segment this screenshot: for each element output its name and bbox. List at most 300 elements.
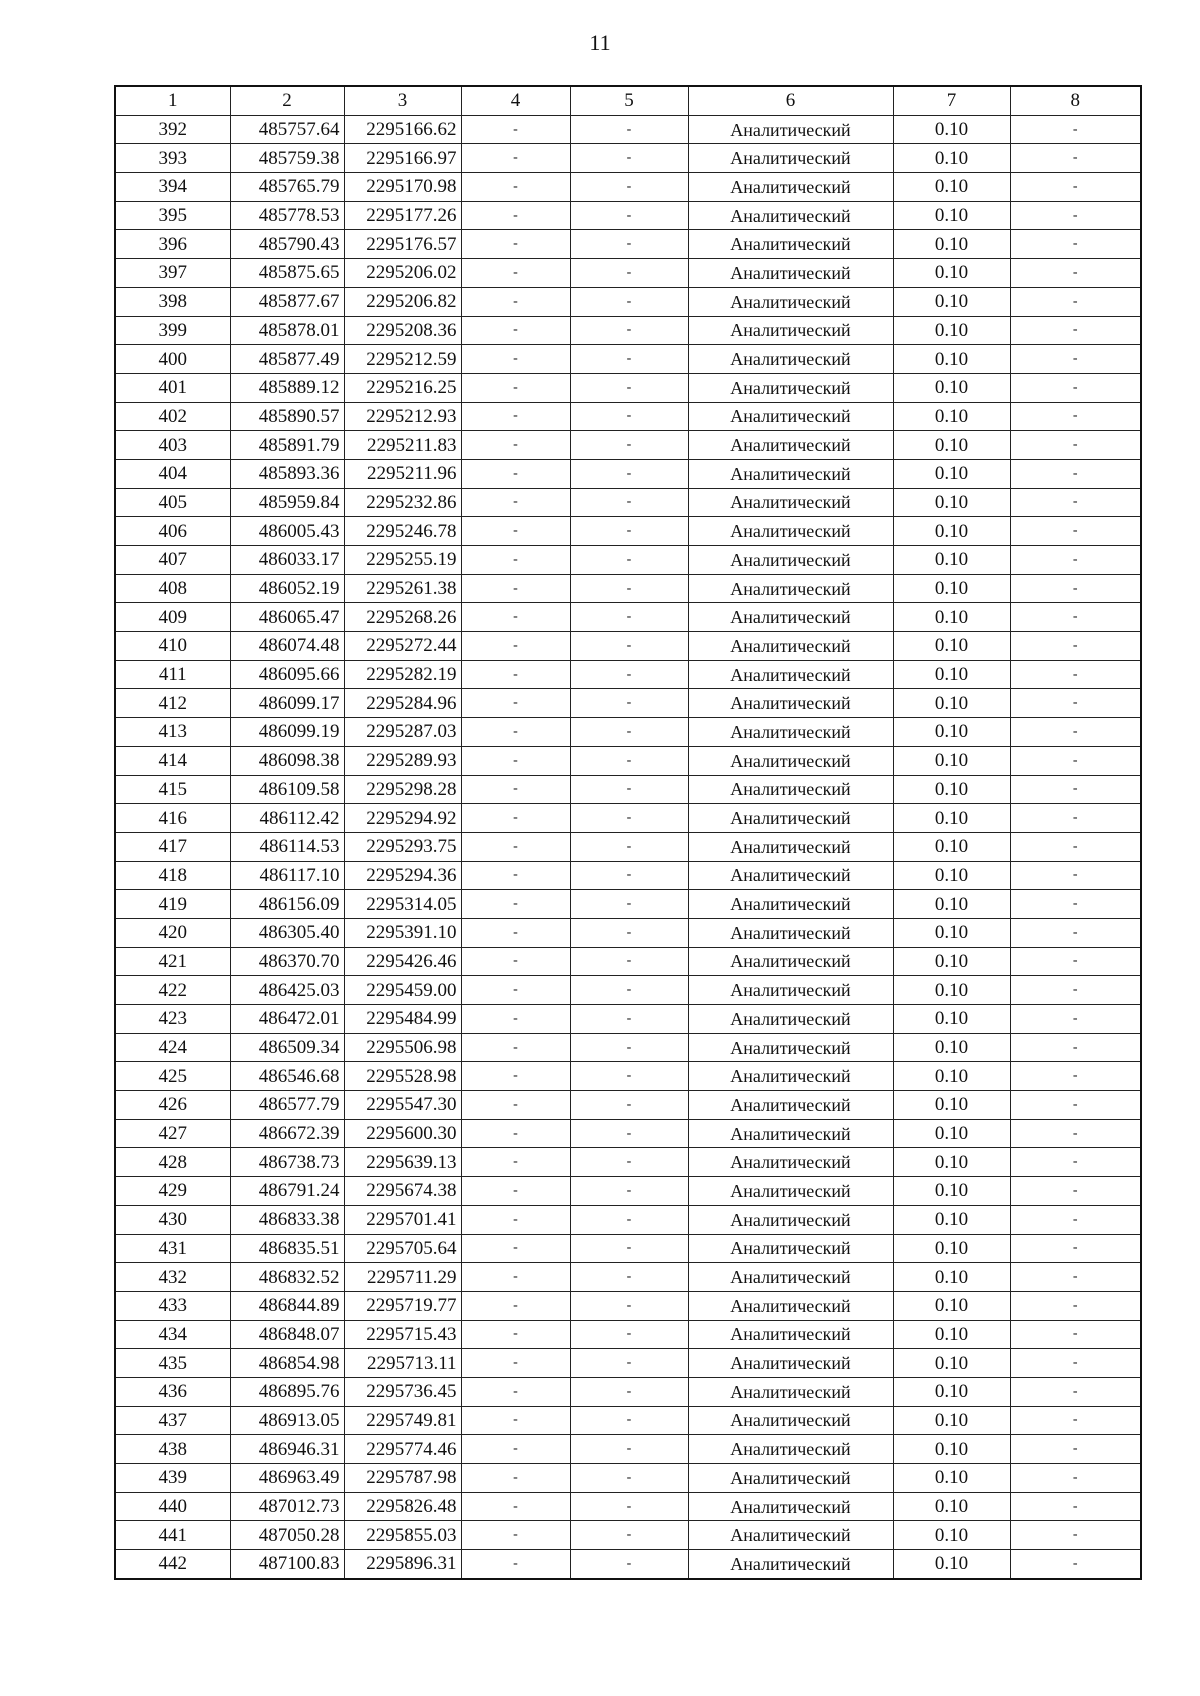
method-cell: Аналитический xyxy=(688,459,893,488)
table-row xyxy=(115,718,1141,747)
y-coordinate-cell: 2295705.64 xyxy=(344,1234,461,1263)
x-coordinate-cell: 486095.66 xyxy=(230,660,344,689)
method-cell: Аналитический xyxy=(688,1521,893,1550)
column-4-cell: - xyxy=(461,1521,570,1550)
point-number-cell: 400 xyxy=(115,345,230,374)
column-5-cell: - xyxy=(570,316,688,345)
column-header-4: 4 xyxy=(461,86,570,115)
column-header-7: 7 xyxy=(893,86,1010,115)
accuracy-cell: 0.10 xyxy=(893,1177,1010,1206)
column-5-cell: - xyxy=(570,1291,688,1320)
accuracy-cell: 0.10 xyxy=(893,115,1010,144)
y-coordinate-cell: 2295211.83 xyxy=(344,431,461,460)
x-coordinate-cell: 486114.53 xyxy=(230,832,344,861)
column-4-cell: - xyxy=(461,1435,570,1464)
column-5-cell: - xyxy=(570,718,688,747)
column-5-cell: - xyxy=(570,1091,688,1120)
table-row xyxy=(115,1062,1141,1091)
column-4-cell: - xyxy=(461,947,570,976)
x-coordinate-cell: 486672.39 xyxy=(230,1119,344,1148)
method-cell: Аналитический xyxy=(688,890,893,919)
column-4-cell: - xyxy=(461,144,570,173)
column-4-cell: - xyxy=(461,1377,570,1406)
method-cell: Аналитический xyxy=(688,488,893,517)
point-number-cell: 408 xyxy=(115,574,230,603)
table-row xyxy=(115,115,1141,144)
column-4-cell: - xyxy=(461,1349,570,1378)
method-cell: Аналитический xyxy=(688,918,893,947)
table-row xyxy=(115,316,1141,345)
column-4-cell: - xyxy=(461,173,570,202)
y-coordinate-cell: 2295826.48 xyxy=(344,1492,461,1521)
accuracy-cell: 0.10 xyxy=(893,345,1010,374)
x-coordinate-cell: 485878.01 xyxy=(230,316,344,345)
column-8-cell: - xyxy=(1010,517,1141,546)
method-cell: Аналитический xyxy=(688,1005,893,1034)
point-number-cell: 398 xyxy=(115,287,230,316)
accuracy-cell: 0.10 xyxy=(893,1091,1010,1120)
column-5-cell: - xyxy=(570,1492,688,1521)
table-row xyxy=(115,1005,1141,1034)
column-4-cell: - xyxy=(461,517,570,546)
column-8-cell: - xyxy=(1010,1464,1141,1493)
point-number-cell: 430 xyxy=(115,1205,230,1234)
x-coordinate-cell: 487012.73 xyxy=(230,1492,344,1521)
y-coordinate-cell: 2295314.05 xyxy=(344,890,461,919)
method-cell: Аналитический xyxy=(688,173,893,202)
point-number-cell: 415 xyxy=(115,775,230,804)
point-number-cell: 407 xyxy=(115,546,230,575)
column-5-cell: - xyxy=(570,746,688,775)
accuracy-cell: 0.10 xyxy=(893,1435,1010,1464)
accuracy-cell: 0.10 xyxy=(893,689,1010,718)
y-coordinate-cell: 2295600.30 xyxy=(344,1119,461,1148)
y-coordinate-cell: 2295749.81 xyxy=(344,1406,461,1435)
column-8-cell: - xyxy=(1010,259,1141,288)
x-coordinate-cell: 486425.03 xyxy=(230,976,344,1005)
column-5-cell: - xyxy=(570,488,688,517)
table-row xyxy=(115,574,1141,603)
point-number-cell: 425 xyxy=(115,1062,230,1091)
column-8-cell: - xyxy=(1010,1377,1141,1406)
method-cell: Аналитический xyxy=(688,861,893,890)
table-row xyxy=(115,230,1141,259)
column-8-cell: - xyxy=(1010,890,1141,919)
column-5-cell: - xyxy=(570,144,688,173)
method-cell: Аналитический xyxy=(688,804,893,833)
column-4-cell: - xyxy=(461,660,570,689)
x-coordinate-cell: 486305.40 xyxy=(230,918,344,947)
table-row xyxy=(115,1492,1141,1521)
point-number-cell: 397 xyxy=(115,259,230,288)
table-row xyxy=(115,746,1141,775)
column-4-cell: - xyxy=(461,1033,570,1062)
point-number-cell: 416 xyxy=(115,804,230,833)
x-coordinate-cell: 486835.51 xyxy=(230,1234,344,1263)
column-8-cell: - xyxy=(1010,1177,1141,1206)
column-5-cell: - xyxy=(570,689,688,718)
y-coordinate-cell: 2295255.19 xyxy=(344,546,461,575)
point-number-cell: 394 xyxy=(115,173,230,202)
x-coordinate-cell: 486844.89 xyxy=(230,1291,344,1320)
x-coordinate-cell: 485877.49 xyxy=(230,345,344,374)
point-number-cell: 420 xyxy=(115,918,230,947)
accuracy-cell: 0.10 xyxy=(893,402,1010,431)
column-5-cell: - xyxy=(570,1234,688,1263)
column-4-cell: - xyxy=(461,1492,570,1521)
accuracy-cell: 0.10 xyxy=(893,373,1010,402)
table-row xyxy=(115,1550,1141,1579)
y-coordinate-cell: 2295701.41 xyxy=(344,1205,461,1234)
method-cell: Аналитический xyxy=(688,1377,893,1406)
column-4-cell: - xyxy=(461,373,570,402)
accuracy-cell: 0.10 xyxy=(893,431,1010,460)
table-row xyxy=(115,173,1141,202)
table-row xyxy=(115,1377,1141,1406)
column-8-cell: - xyxy=(1010,1291,1141,1320)
accuracy-cell: 0.10 xyxy=(893,1406,1010,1435)
x-coordinate-cell: 486963.49 xyxy=(230,1464,344,1493)
accuracy-cell: 0.10 xyxy=(893,459,1010,488)
column-5-cell: - xyxy=(570,947,688,976)
column-5-cell: - xyxy=(570,345,688,374)
table-row xyxy=(115,947,1141,976)
accuracy-cell: 0.10 xyxy=(893,488,1010,517)
method-cell: Аналитический xyxy=(688,1119,893,1148)
y-coordinate-cell: 2295294.92 xyxy=(344,804,461,833)
point-number-cell: 439 xyxy=(115,1464,230,1493)
column-5-cell: - xyxy=(570,1377,688,1406)
column-4-cell: - xyxy=(461,804,570,833)
column-8-cell: - xyxy=(1010,402,1141,431)
x-coordinate-cell: 486895.76 xyxy=(230,1377,344,1406)
y-coordinate-cell: 2295484.99 xyxy=(344,1005,461,1034)
column-5-cell: - xyxy=(570,230,688,259)
x-coordinate-cell: 486033.17 xyxy=(230,546,344,575)
table-row xyxy=(115,976,1141,1005)
y-coordinate-cell: 2295896.31 xyxy=(344,1550,461,1579)
method-cell: Аналитический xyxy=(688,1263,893,1292)
accuracy-cell: 0.10 xyxy=(893,1550,1010,1579)
y-coordinate-cell: 2295736.45 xyxy=(344,1377,461,1406)
point-number-cell: 421 xyxy=(115,947,230,976)
point-number-cell: 442 xyxy=(115,1550,230,1579)
method-cell: Аналитический xyxy=(688,1435,893,1464)
column-4-cell: - xyxy=(461,1062,570,1091)
column-8-cell: - xyxy=(1010,1033,1141,1062)
x-coordinate-cell: 485765.79 xyxy=(230,173,344,202)
column-8-cell: - xyxy=(1010,1263,1141,1292)
accuracy-cell: 0.10 xyxy=(893,316,1010,345)
column-4-cell: - xyxy=(461,402,570,431)
y-coordinate-cell: 2295391.10 xyxy=(344,918,461,947)
table-row xyxy=(115,345,1141,374)
column-5-cell: - xyxy=(570,173,688,202)
x-coordinate-cell: 486156.09 xyxy=(230,890,344,919)
x-coordinate-cell: 486577.79 xyxy=(230,1091,344,1120)
accuracy-cell: 0.10 xyxy=(893,517,1010,546)
column-8-cell: - xyxy=(1010,1320,1141,1349)
column-5-cell: - xyxy=(570,259,688,288)
column-8-cell: - xyxy=(1010,173,1141,202)
method-cell: Аналитический xyxy=(688,1205,893,1234)
table-row xyxy=(115,861,1141,890)
column-4-cell: - xyxy=(461,1005,570,1034)
point-number-cell: 404 xyxy=(115,459,230,488)
column-4-cell: - xyxy=(461,832,570,861)
y-coordinate-cell: 2295639.13 xyxy=(344,1148,461,1177)
x-coordinate-cell: 486472.01 xyxy=(230,1005,344,1034)
column-4-cell: - xyxy=(461,546,570,575)
column-8-cell: - xyxy=(1010,1435,1141,1464)
table-body xyxy=(115,86,1141,1579)
column-4-cell: - xyxy=(461,1550,570,1579)
column-8-cell: - xyxy=(1010,976,1141,1005)
column-header-2: 2 xyxy=(230,86,344,115)
x-coordinate-cell: 487100.83 xyxy=(230,1550,344,1579)
accuracy-cell: 0.10 xyxy=(893,632,1010,661)
method-cell: Аналитический xyxy=(688,1177,893,1206)
column-8-cell: - xyxy=(1010,546,1141,575)
method-cell: Аналитический xyxy=(688,316,893,345)
table-row xyxy=(115,1263,1141,1292)
column-4-cell: - xyxy=(461,632,570,661)
column-4-cell: - xyxy=(461,1148,570,1177)
column-4-cell: - xyxy=(461,1464,570,1493)
point-number-cell: 423 xyxy=(115,1005,230,1034)
x-coordinate-cell: 485893.36 xyxy=(230,459,344,488)
column-5-cell: - xyxy=(570,402,688,431)
column-5-cell: - xyxy=(570,1464,688,1493)
table-row xyxy=(115,1521,1141,1550)
point-number-cell: 431 xyxy=(115,1234,230,1263)
x-coordinate-cell: 486833.38 xyxy=(230,1205,344,1234)
y-coordinate-cell: 2295294.36 xyxy=(344,861,461,890)
method-cell: Аналитический xyxy=(688,718,893,747)
method-cell: Аналитический xyxy=(688,947,893,976)
column-5-cell: - xyxy=(570,632,688,661)
x-coordinate-cell: 485790.43 xyxy=(230,230,344,259)
x-coordinate-cell: 486099.19 xyxy=(230,718,344,747)
x-coordinate-cell: 486109.58 xyxy=(230,775,344,804)
table-row xyxy=(115,603,1141,632)
accuracy-cell: 0.10 xyxy=(893,1033,1010,1062)
column-8-cell: - xyxy=(1010,861,1141,890)
accuracy-cell: 0.10 xyxy=(893,603,1010,632)
y-coordinate-cell: 2295715.43 xyxy=(344,1320,461,1349)
accuracy-cell: 0.10 xyxy=(893,976,1010,1005)
table-row xyxy=(115,287,1141,316)
accuracy-cell: 0.10 xyxy=(893,718,1010,747)
y-coordinate-cell: 2295246.78 xyxy=(344,517,461,546)
point-number-cell: 441 xyxy=(115,1521,230,1550)
method-cell: Аналитический xyxy=(688,1492,893,1521)
accuracy-cell: 0.10 xyxy=(893,804,1010,833)
y-coordinate-cell: 2295216.25 xyxy=(344,373,461,402)
y-coordinate-cell: 2295426.46 xyxy=(344,947,461,976)
column-5-cell: - xyxy=(570,1521,688,1550)
column-5-cell: - xyxy=(570,976,688,1005)
column-5-cell: - xyxy=(570,546,688,575)
method-cell: Аналитический xyxy=(688,259,893,288)
point-number-cell: 427 xyxy=(115,1119,230,1148)
table-row xyxy=(115,890,1141,919)
method-cell: Аналитический xyxy=(688,1349,893,1378)
column-5-cell: - xyxy=(570,861,688,890)
column-5-cell: - xyxy=(570,1119,688,1148)
y-coordinate-cell: 2295272.44 xyxy=(344,632,461,661)
y-coordinate-cell: 2295293.75 xyxy=(344,832,461,861)
column-5-cell: - xyxy=(570,660,688,689)
column-8-cell: - xyxy=(1010,488,1141,517)
accuracy-cell: 0.10 xyxy=(893,1205,1010,1234)
table-row xyxy=(115,632,1141,661)
y-coordinate-cell: 2295232.86 xyxy=(344,488,461,517)
column-4-cell: - xyxy=(461,1263,570,1292)
x-coordinate-cell: 487050.28 xyxy=(230,1521,344,1550)
column-8-cell: - xyxy=(1010,345,1141,374)
column-5-cell: - xyxy=(570,775,688,804)
y-coordinate-cell: 2295287.03 xyxy=(344,718,461,747)
column-5-cell: - xyxy=(570,287,688,316)
column-4-cell: - xyxy=(461,1119,570,1148)
column-8-cell: - xyxy=(1010,201,1141,230)
column-8-cell: - xyxy=(1010,1005,1141,1034)
point-number-cell: 422 xyxy=(115,976,230,1005)
column-4-cell: - xyxy=(461,1234,570,1263)
x-coordinate-cell: 485890.57 xyxy=(230,402,344,431)
x-coordinate-cell: 485959.84 xyxy=(230,488,344,517)
y-coordinate-cell: 2295506.98 xyxy=(344,1033,461,1062)
coordinates-table xyxy=(114,85,1142,1580)
point-number-cell: 435 xyxy=(115,1349,230,1378)
column-5-cell: - xyxy=(570,890,688,919)
column-8-cell: - xyxy=(1010,1119,1141,1148)
y-coordinate-cell: 2295208.36 xyxy=(344,316,461,345)
page-number: 11 xyxy=(589,30,611,55)
method-cell: Аналитический xyxy=(688,832,893,861)
column-8-cell: - xyxy=(1010,115,1141,144)
table-row xyxy=(115,832,1141,861)
column-4-cell: - xyxy=(461,488,570,517)
y-coordinate-cell: 2295261.38 xyxy=(344,574,461,603)
accuracy-cell: 0.10 xyxy=(893,144,1010,173)
y-coordinate-cell: 2295719.77 xyxy=(344,1291,461,1320)
x-coordinate-cell: 486052.19 xyxy=(230,574,344,603)
method-cell: Аналитический xyxy=(688,287,893,316)
point-number-cell: 438 xyxy=(115,1435,230,1464)
y-coordinate-cell: 2295166.62 xyxy=(344,115,461,144)
column-8-cell: - xyxy=(1010,144,1141,173)
table-row xyxy=(115,1177,1141,1206)
column-5-cell: - xyxy=(570,574,688,603)
method-cell: Аналитический xyxy=(688,431,893,460)
accuracy-cell: 0.10 xyxy=(893,1062,1010,1091)
column-4-cell: - xyxy=(461,1291,570,1320)
y-coordinate-cell: 2295855.03 xyxy=(344,1521,461,1550)
column-4-cell: - xyxy=(461,976,570,1005)
y-coordinate-cell: 2295713.11 xyxy=(344,1349,461,1378)
y-coordinate-cell: 2295711.29 xyxy=(344,1263,461,1292)
table-header-row xyxy=(115,86,1141,115)
method-cell: Аналитический xyxy=(688,1091,893,1120)
column-4-cell: - xyxy=(461,431,570,460)
accuracy-cell: 0.10 xyxy=(893,1349,1010,1378)
point-number-cell: 434 xyxy=(115,1320,230,1349)
column-5-cell: - xyxy=(570,1320,688,1349)
x-coordinate-cell: 485891.79 xyxy=(230,431,344,460)
table-row xyxy=(115,1406,1141,1435)
column-4-cell: - xyxy=(461,861,570,890)
table-row xyxy=(115,1091,1141,1120)
column-4-cell: - xyxy=(461,345,570,374)
accuracy-cell: 0.10 xyxy=(893,1263,1010,1292)
column-8-cell: - xyxy=(1010,804,1141,833)
table-row xyxy=(115,1119,1141,1148)
table-row xyxy=(115,373,1141,402)
table-row xyxy=(115,259,1141,288)
method-cell: Аналитический xyxy=(688,632,893,661)
x-coordinate-cell: 486065.47 xyxy=(230,603,344,632)
accuracy-cell: 0.10 xyxy=(893,1291,1010,1320)
method-cell: Аналитический xyxy=(688,574,893,603)
table-row xyxy=(115,201,1141,230)
column-8-cell: - xyxy=(1010,660,1141,689)
x-coordinate-cell: 486074.48 xyxy=(230,632,344,661)
table-row xyxy=(115,1349,1141,1378)
accuracy-cell: 0.10 xyxy=(893,201,1010,230)
column-4-cell: - xyxy=(461,287,570,316)
x-coordinate-cell: 486946.31 xyxy=(230,1435,344,1464)
accuracy-cell: 0.10 xyxy=(893,1148,1010,1177)
x-coordinate-cell: 486005.43 xyxy=(230,517,344,546)
column-4-cell: - xyxy=(461,574,570,603)
column-8-cell: - xyxy=(1010,316,1141,345)
column-header-5: 5 xyxy=(570,86,688,115)
method-cell: Аналитический xyxy=(688,373,893,402)
method-cell: Аналитический xyxy=(688,115,893,144)
point-number-cell: 411 xyxy=(115,660,230,689)
method-cell: Аналитический xyxy=(688,1033,893,1062)
column-4-cell: - xyxy=(461,201,570,230)
column-5-cell: - xyxy=(570,1005,688,1034)
column-5-cell: - xyxy=(570,1349,688,1378)
point-number-cell: 440 xyxy=(115,1492,230,1521)
column-8-cell: - xyxy=(1010,1406,1141,1435)
column-5-cell: - xyxy=(570,1148,688,1177)
column-4-cell: - xyxy=(461,718,570,747)
column-8-cell: - xyxy=(1010,1550,1141,1579)
y-coordinate-cell: 2295298.28 xyxy=(344,775,461,804)
accuracy-cell: 0.10 xyxy=(893,173,1010,202)
column-5-cell: - xyxy=(570,603,688,632)
point-number-cell: 395 xyxy=(115,201,230,230)
y-coordinate-cell: 2295211.96 xyxy=(344,459,461,488)
table-row xyxy=(115,1464,1141,1493)
table-row xyxy=(115,431,1141,460)
accuracy-cell: 0.10 xyxy=(893,918,1010,947)
x-coordinate-cell: 486099.17 xyxy=(230,689,344,718)
x-coordinate-cell: 485759.38 xyxy=(230,144,344,173)
column-5-cell: - xyxy=(570,1435,688,1464)
point-number-cell: 426 xyxy=(115,1091,230,1120)
x-coordinate-cell: 486848.07 xyxy=(230,1320,344,1349)
method-cell: Аналитический xyxy=(688,345,893,374)
column-8-cell: - xyxy=(1010,230,1141,259)
column-8-cell: - xyxy=(1010,1091,1141,1120)
accuracy-cell: 0.10 xyxy=(893,574,1010,603)
column-8-cell: - xyxy=(1010,1148,1141,1177)
